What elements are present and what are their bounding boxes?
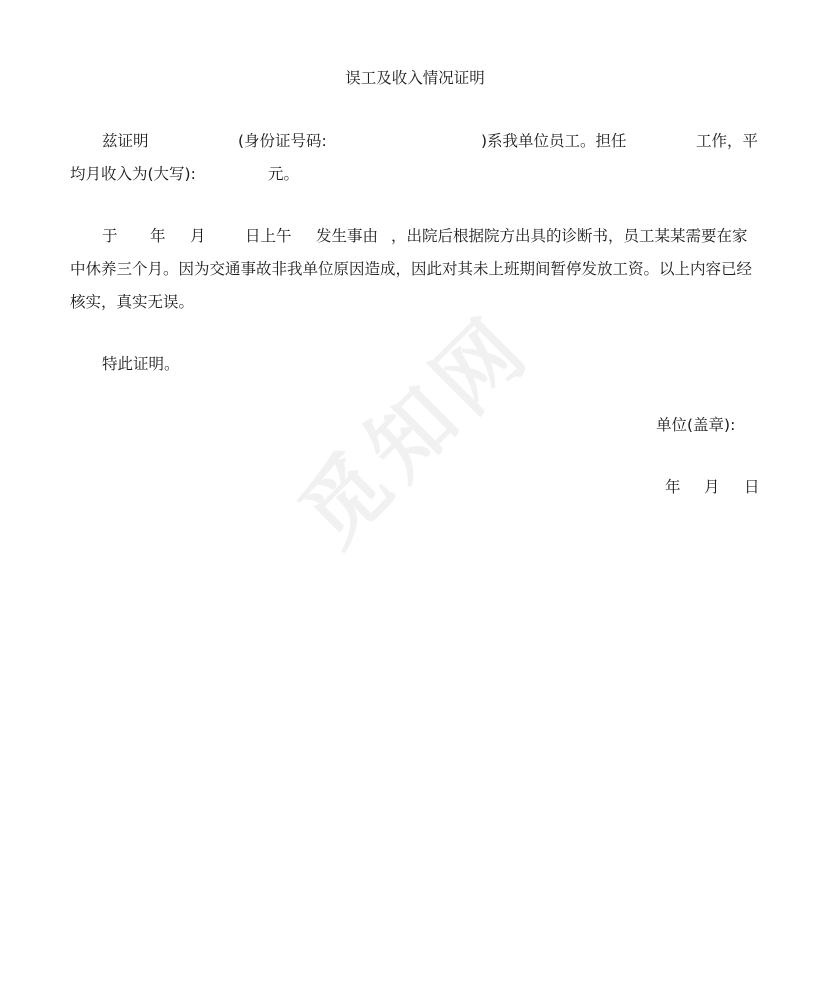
para1-id-label: (身份证号码:	[238, 132, 327, 150]
para2-rest-line1: ，出院后根据院方出具的诊断书，员工某某需要在家	[391, 227, 748, 245]
para1-line2-start: 均月收入为(大写):	[70, 165, 196, 183]
para2-yu: 于	[102, 227, 118, 245]
para2-ri-shangwu: 日上午	[245, 227, 292, 245]
para2-yue: 月	[190, 227, 206, 245]
para1-intro: 兹证明	[102, 132, 149, 150]
signature-nian: 年	[665, 478, 681, 496]
para2-event: 发生事由	[316, 227, 379, 245]
para2-nian: 年	[150, 227, 166, 245]
signature-yue: 月	[704, 478, 720, 496]
para1-yuan: 元。	[268, 165, 300, 183]
para2-line2: 中休养三个月。因为交通事故非我单位原因造成，因此对其未上班期间暂停发放工资。以上内容已经	[70, 260, 753, 278]
signature-ri: 日	[744, 478, 760, 496]
para1-work-text: 工作，平	[696, 132, 759, 150]
para2-line3: 核实，真实无误。	[70, 293, 195, 311]
closing-text: 特此证明。	[102, 355, 180, 373]
para1-employee-text: )系我单位员工。担任	[481, 132, 627, 150]
document-title: 误工及收入情况证明	[345, 69, 485, 87]
signature-unit-label: 单位(盖章):	[656, 416, 736, 434]
watermark: 觅知网	[281, 295, 550, 565]
